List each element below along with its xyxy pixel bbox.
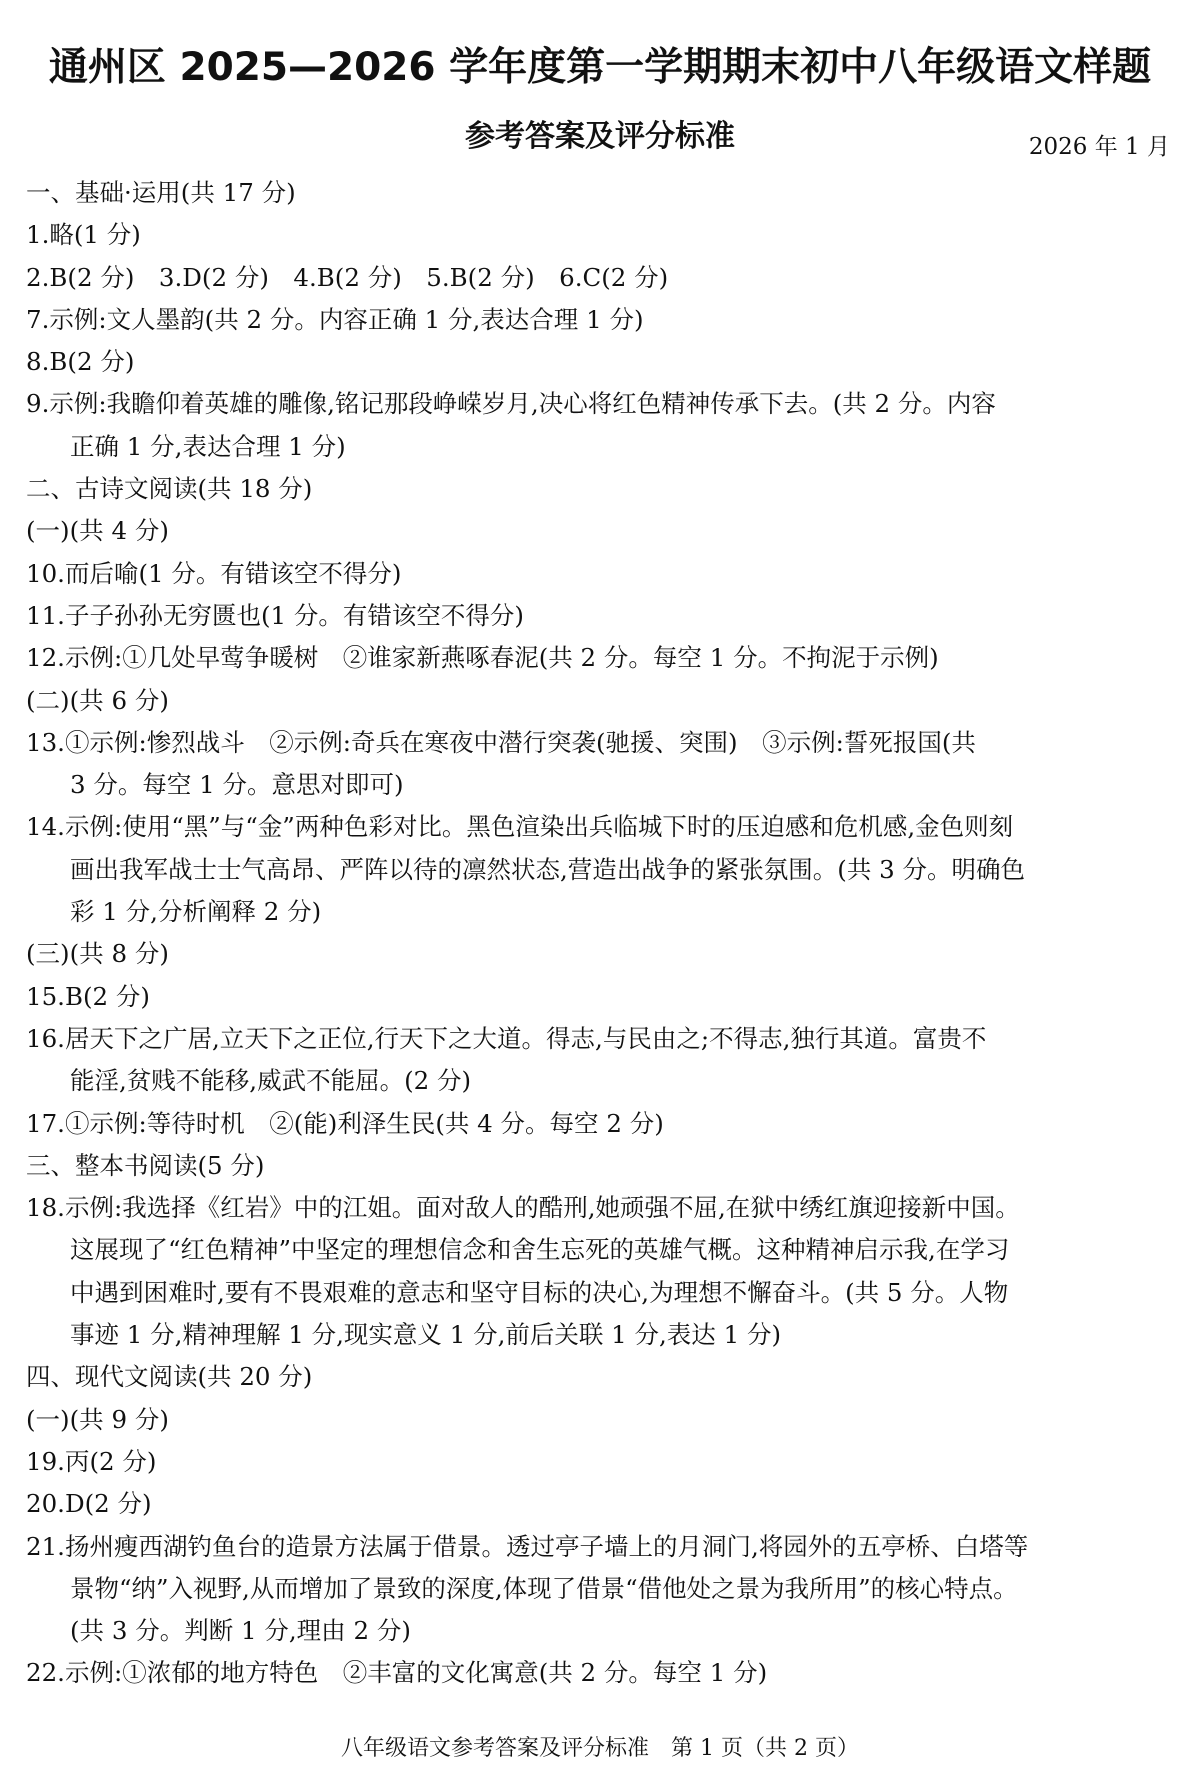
subsection-heading: (一)(共 9 分) (26, 1404, 169, 1434)
answer-line: 16.居天下之广居,立天下之正位,行天下之大道。得志,与民由之;不得志,独行其道。富贵不 (26, 1023, 987, 1053)
answer-line: 22.示例:①浓郁的地方特色 ②丰富的文化寓意(共 2 分。每空 1 分) (26, 1658, 768, 1688)
section-heading: 二、古诗文阅读(共 18 分) (26, 474, 313, 504)
answer-line-continued: 这展现了“红色精神”中坚定的理想信念和舍生忘死的英雄气概。这种精神启示我,在学习 (70, 1235, 1010, 1265)
section-heading: 四、现代文阅读(共 20 分) (26, 1362, 313, 1392)
answer-line: 18.示例:我选择《红岩》中的江姐。面对敌人的酷刑,她顽强不屈,在狱中绣红旗迎接新中国。 (26, 1193, 1020, 1223)
answer-line-continued: 事迹 1 分,精神理解 1 分,现实意义 1 分,前后关联 1 分,表达 1 分) (70, 1320, 782, 1350)
answer-line: 7.示例:文人墨韵(共 2 分。内容正确 1 分,表达合理 1 分) (26, 304, 644, 334)
section-heading: 三、整本书阅读(5 分) (26, 1150, 265, 1180)
answer-line: 12.示例:①几处早莺争暖树 ②谁家新燕啄春泥(共 2 分。每空 1 分。不拘泥于示例) (26, 643, 939, 673)
answer-content (26, 172, 1176, 1695)
answer-line-continued: 3 分。每空 1 分。意思对即可) (70, 770, 404, 800)
answer-line: 11.子子孙孙无穷匮也(1 分。有错该空不得分) (26, 600, 524, 630)
answer-line: 2.B(2 分) 3.D(2 分) 4.B(2 分) 5.B(2 分) 6.C(2 分) (26, 262, 669, 292)
answer-line: 8.B(2 分) (26, 347, 135, 377)
answer-line: 10.而后喻(1 分。有错该空不得分) (26, 558, 402, 588)
answer-line: 17.①示例:等待时机 ②(能)利泽生民(共 4 分。每空 2 分) (26, 1108, 664, 1138)
answer-line-continued: 景物“纳”入视野,从而增加了景致的深度,体现了借景“借他处之景为我所用”的核心特点。 (70, 1573, 1018, 1603)
document-date: 2026 年 1 月 (1028, 134, 1170, 160)
subsection-heading: (一)(共 4 分) (26, 516, 169, 546)
answer-line-continued: 画出我军战士士气高昂、严阵以待的凛然状态,营造出战争的紧张氛围。(共 3 分。明确色 (70, 854, 1026, 884)
answer-line: 14.示例:使用“黑”与“金”两种色彩对比。黑色渲染出兵临城下时的压迫感和危机感,金色则刻 (26, 812, 1014, 842)
answer-line: 9.示例:我瞻仰着英雄的雕像,铭记那段峥嵘岁月,决心将红色精神传承下去。(共 2 分。内容 (26, 389, 996, 419)
answer-line-continued: 能淫,贫贱不能移,威武不能屈。(2 分) (70, 1066, 472, 1096)
answer-line: 21.扬州瘦西湖钓鱼台的造景方法属于借景。透过亭子墙上的月洞门,将园外的五亭桥、白塔等 (26, 1531, 1029, 1561)
answer-line-continued: 中遇到困难时,要有不畏艰难的意志和坚守目标的决心,为理想不懈奋斗。(共 5 分。人物 (70, 1277, 1009, 1307)
answer-line: 13.①示例:惨烈战斗 ②示例:奇兵在寒夜中潜行突袭(驰援、突围) ③示例:誓死报国(共 (26, 727, 976, 757)
document-title: 通州区 2025—2026 学年度第一学期期末初中八年级语文样题 (48, 45, 1152, 90)
answer-line: 19.丙(2 分) (26, 1446, 157, 1476)
answer-line: 15.B(2 分) (26, 981, 150, 1011)
answer-line-continued: (共 3 分。判断 1 分,理由 2 分) (70, 1616, 411, 1646)
answer-line-continued: 正确 1 分,表达合理 1 分) (70, 431, 346, 461)
section-heading: 一、基础·运用(共 17 分) (26, 178, 296, 207)
page-footer: 八年级语文参考答案及评分标准 第 1 页（共 2 页） (341, 1736, 859, 1761)
document-subtitle: 参考答案及评分标准 (465, 119, 735, 154)
answer-line: 20.D(2 分) (26, 1489, 152, 1519)
subsection-heading: (二)(共 6 分) (26, 685, 169, 715)
subsection-heading: (三)(共 8 分) (26, 939, 169, 969)
answer-line: 1.略(1 分) (26, 220, 141, 250)
answer-line-continued: 彩 1 分,分析阐释 2 分) (70, 897, 322, 927)
